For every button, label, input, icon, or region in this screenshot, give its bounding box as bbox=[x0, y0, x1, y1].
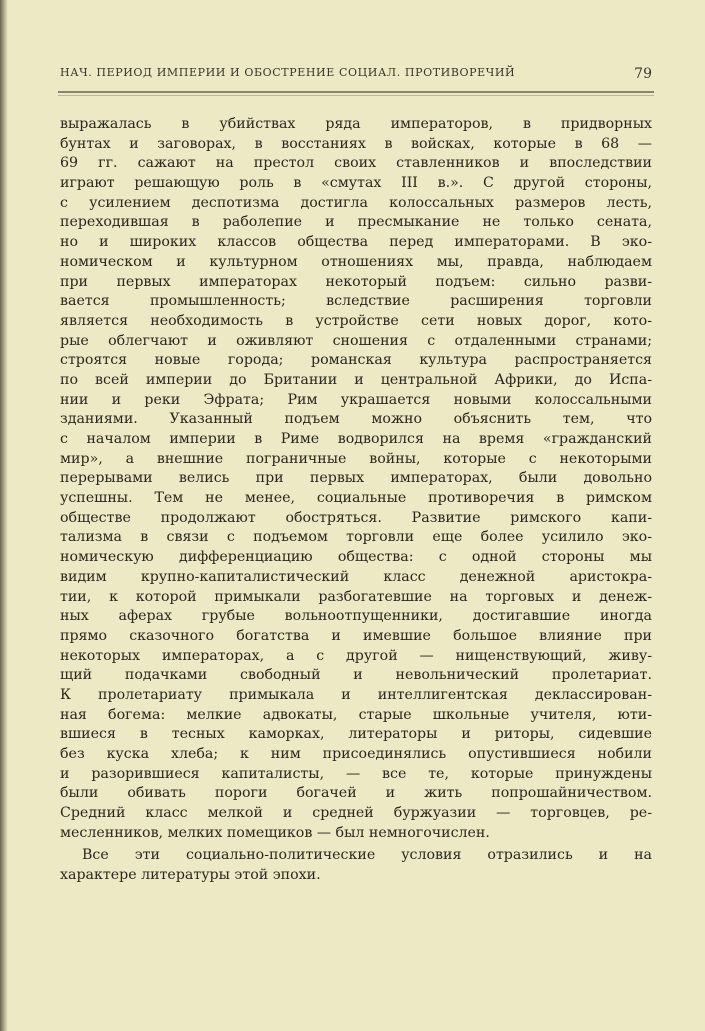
text-line: видим крупно-капиталистический класс денежной аристокра- bbox=[60, 568, 652, 585]
text-line: ных аферах грубые вольноотпущенники, достигавшие иногда bbox=[60, 608, 652, 625]
text-line: с усилением деспотизма достигла колоссальных размеров лесть, bbox=[60, 194, 652, 211]
text-line: вается промышленность; вследствие расширения торговли bbox=[60, 293, 652, 310]
header-rule bbox=[58, 91, 654, 93]
text-line: месленников, мелких помещиков — был немногочислен. bbox=[60, 824, 490, 841]
text-line: выражалась в убийствах ряда императоров, в придворных bbox=[60, 116, 652, 132]
text-line: Средний класс мелкой и средней буржуазии — торговцев, ре- bbox=[60, 805, 652, 822]
text-line: были обивать пороги богачей и жить попрошайничеством. bbox=[60, 785, 652, 802]
text-line: рые облегчают и оживляют сношения с отдаленными странами; bbox=[60, 332, 652, 349]
text-line: тии, к которой примыкали разбогатевшие на торговых и денеж- bbox=[60, 588, 652, 605]
text-line: щий подачками свободный и невольнический пролетариат. bbox=[60, 667, 652, 684]
text-line: но и широких классов общества перед императорами. В эко- bbox=[60, 234, 652, 251]
text-line: ная богема: мелкие адвокаты, старые школьные учителя, юти- bbox=[60, 706, 652, 723]
body-text bbox=[60, 115, 652, 886]
text-line: тализма в связи с подъемом торговли еще более усилило эко- bbox=[60, 529, 652, 546]
paragraph bbox=[60, 115, 652, 843]
text-line: по всей империи до Британии и центральной Африки, до Испа- bbox=[60, 371, 652, 388]
text-line: номическом и культурном отношениях мы, правда, наблюдаем bbox=[60, 253, 652, 270]
page-number: 79 bbox=[634, 66, 652, 82]
text-line: и разорившиеся капиталисты, — все те, которые принуждены bbox=[60, 765, 652, 782]
text-line: вшиеся в тесных каморках, литераторы и риторы, сидевшие bbox=[60, 726, 652, 743]
text-line: с началом империи в Риме водворился на время «гражданский bbox=[60, 431, 652, 447]
running-header bbox=[60, 66, 652, 84]
text-line: без куска хлеба; к ним присоединялись опустившиеся нобили bbox=[60, 746, 652, 762]
text-line: обществе продолжают обостряться. Развитие римского капи- bbox=[60, 509, 652, 526]
text-line: играют решающую роль в «смутах III в.». С другой стороны, bbox=[60, 175, 652, 192]
text-line: нии и реки Эфрата; Рим украшается новыми колоссальными bbox=[60, 391, 652, 408]
header-rule-thin bbox=[58, 95, 654, 96]
paragraph bbox=[60, 846, 652, 885]
text-line: К пролетариату примыкала и интеллигентская деклассирован- bbox=[60, 686, 652, 703]
text-line: 69 гг. сажают на престол своих ставленников и впоследствии bbox=[60, 155, 652, 172]
running-title: НАЧ. ПЕРИОД ИМПЕРИИ И ОБОСТРЕНИЕ СОЦИАЛ. ПРОТИВОРЕЧИЙ bbox=[60, 66, 516, 79]
text-line: зданиями. Указанный подъем можно объяснить тем, что bbox=[60, 411, 652, 428]
text-line: перерывами велись при первых императорах, были довольно bbox=[60, 470, 652, 487]
text-line: характере литературы этой эпохи. bbox=[60, 867, 321, 884]
text-line: является необходимость в устройстве сети новых дорог, кото- bbox=[60, 312, 652, 329]
text-line: прямо сказочного богатства и имевшие большое влияние при bbox=[60, 627, 652, 644]
text-line: мир», а внешние пограничные войны, которые с некоторыми bbox=[60, 450, 652, 467]
text-line: некоторых императорах, а с другой — нищенствующий, живу- bbox=[60, 647, 652, 664]
page-edge-shadow bbox=[0, 0, 8, 1031]
text-line: при первых императорах некоторый подъем: сильно разви- bbox=[60, 273, 652, 290]
text-line: строятся новые города; романская культура распространяется bbox=[60, 352, 652, 369]
text-line: бунтах и заговорах, в восстаниях в войсках, которые в 68 — bbox=[60, 135, 652, 152]
text-line: номическую дифференциацию общества: с одной стороны мы bbox=[60, 549, 652, 566]
text-line: Все эти социально-политические условия отразились и на bbox=[82, 847, 652, 864]
text-line: переходившая в раболепие и пресмыкание не только сената, bbox=[60, 214, 652, 231]
text-line: успешны. Тем не менее, социальные противоречия в римском bbox=[60, 490, 652, 507]
